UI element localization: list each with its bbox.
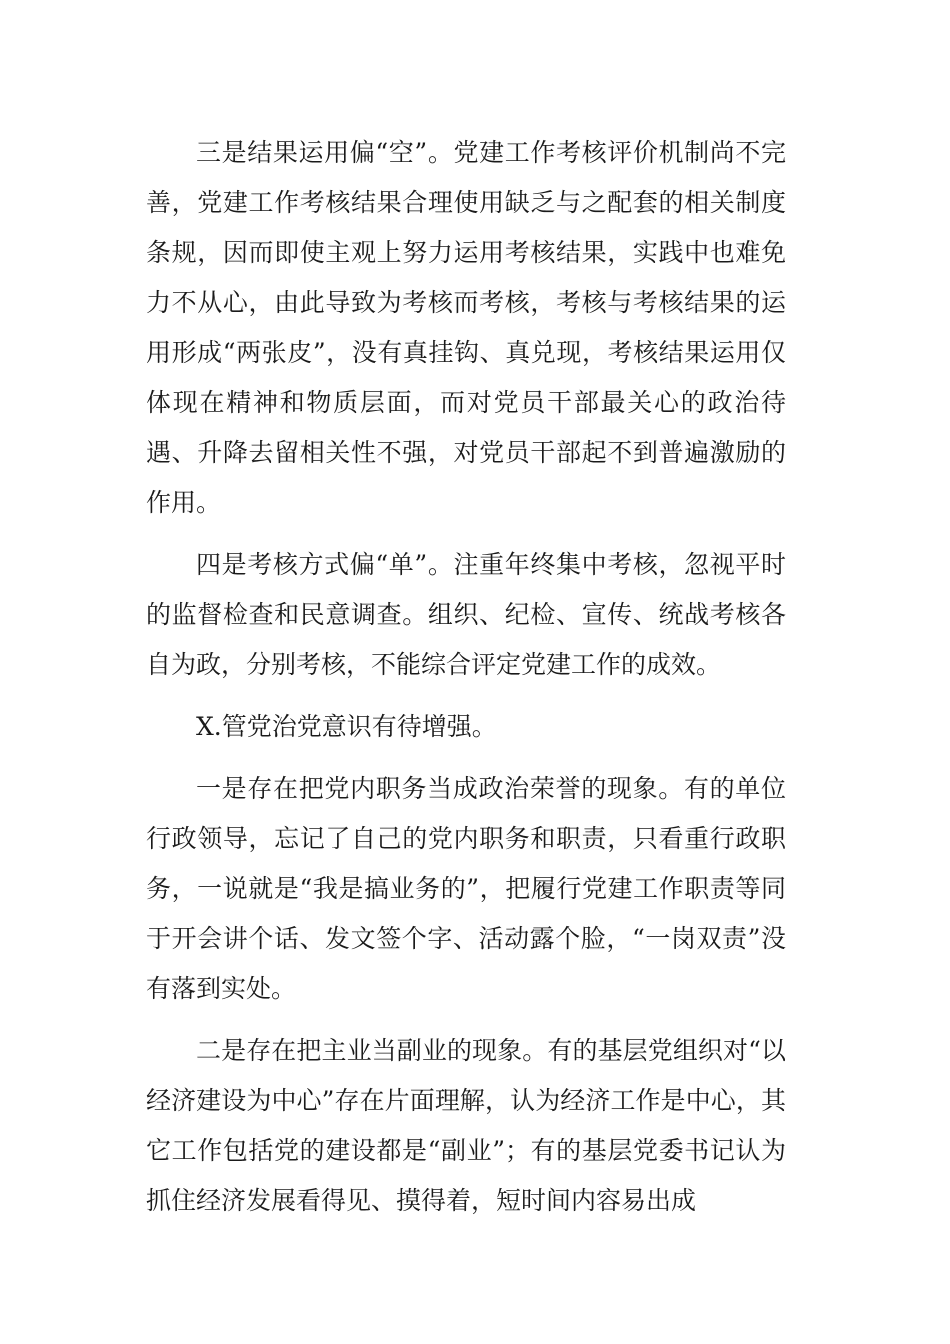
paragraph-honor-phenomenon: 一是存在把党内职务当成政治荣誉的现象。有的单位行政领导，忘记了自己的党内职务和职责，只看重行政职务，一说就是“我是搞业务的”，把履行党建工作职责等同于开会讲个话、发文签个字、活动露个脸，“一岗双责”没有落到实处。 (146, 774, 786, 1003)
paragraph-main-side-business: 二是存在把主业当副业的现象。有的基层党组织对“以经济建设为中心”存在片面理解，认为经济工作是中心，其它工作包括党的建设都是“副业”；有的基层党委书记认为抓住经济发展看得见、摸得着，短时间内容易出成 (146, 1036, 786, 1215)
section-heading: X.管党治党意识有待增强。 (196, 712, 497, 741)
paragraph-result-application: 三是结果运用偏“空”。党建工作考核评价机制尚不完善，党建工作考核结果合理使用缺乏与之配套的相关制度条规，因而即使主观上努力运用考核结果，实践中也难免力不从心，由此导致为考核而考核，考核与考核结果的运用形成“两张皮”，没有真挂钩、真兑现，考核结果运用仅体现在精神和物质层面，而对党员干部最关心的政治待遇、升降去留相关性不强，对党员干部起不到普遍激励的作用。 (146, 138, 786, 517)
document-body (146, 128, 786, 1238)
paragraph-assessment-method: 四是考核方式偏“单”。注重年终集中考核，忽视平时的监督检查和民意调查。组织、纪检、宣传、统战考核各自为政，分别考核，不能综合评定党建工作的成效。 (146, 550, 786, 679)
